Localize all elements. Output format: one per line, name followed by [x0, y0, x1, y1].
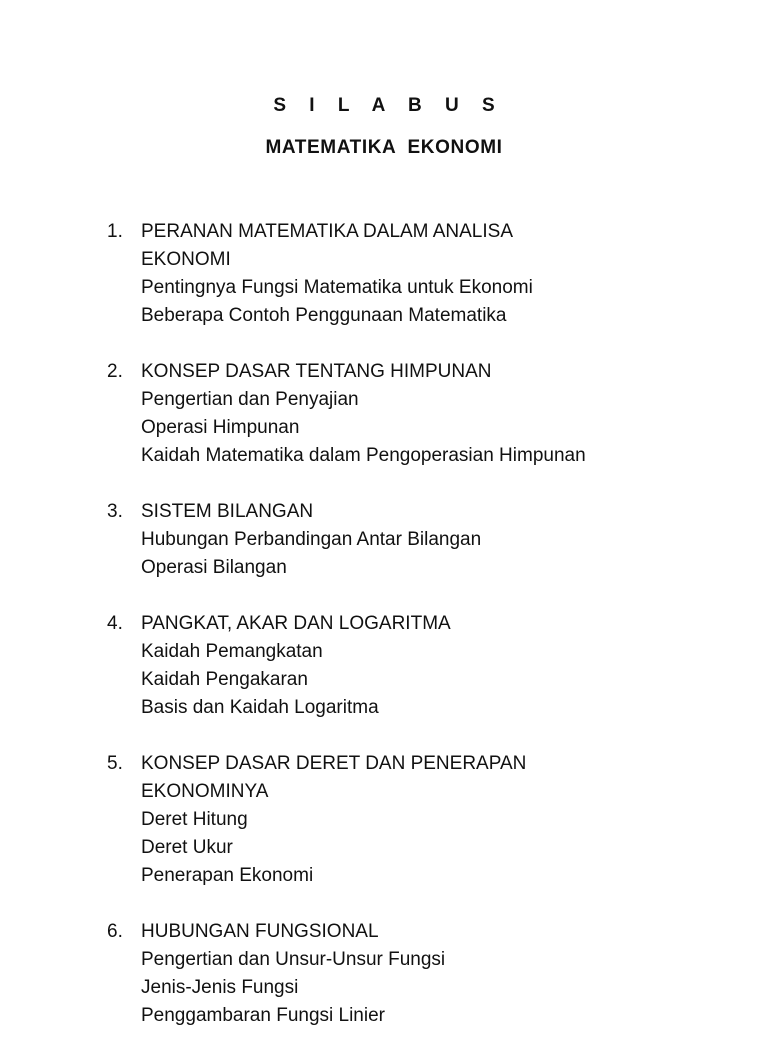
syllabus-sections [107, 218, 747, 1058]
section-topics [141, 386, 747, 470]
section-number: 5. [107, 753, 123, 774]
section-heading: PERANAN MATEMATIKA DALAM ANALISA EKONOMI [141, 221, 512, 270]
section-topic: Penggambaran Fungsi Linier [141, 1005, 385, 1026]
section-number: 2. [107, 361, 123, 382]
section-topic: Operasi Bilangan [141, 557, 287, 578]
section-topics [141, 806, 747, 890]
section-number: 3. [107, 501, 123, 522]
section-topic: Jenis-Jenis Fungsi [141, 977, 299, 998]
section-heading: SISTEM BILANGAN [141, 501, 314, 522]
syllabus-section [107, 918, 747, 1030]
document-subtitle: MATEMATIKA EKONOMI [265, 137, 503, 158]
section-heading: KONSEP DASAR DERET DAN PENERAPAN EKONOMINYA [141, 753, 527, 802]
section-heading: PANGKAT, AKAR DAN LOGARITMA [141, 613, 451, 634]
syllabus-section [107, 610, 747, 722]
section-topics [141, 946, 747, 1030]
section-topic: Pentingnya Fungsi Matematika untuk Ekonomi [141, 277, 533, 298]
section-topic: Kaidah Pemangkatan [141, 641, 323, 662]
syllabus-section [107, 750, 747, 890]
section-number: 4. [107, 613, 123, 634]
document-title: S I L A B U S [273, 95, 504, 116]
section-topics [141, 274, 747, 330]
section-topic: Pengertian dan Penyajian [141, 389, 359, 410]
syllabus-section [107, 498, 747, 582]
syllabus-section [107, 218, 747, 330]
section-topic: Kaidah Matematika dalam Pengoperasian Himpunan [141, 445, 586, 466]
section-topic: Kaidah Pengakaran [141, 669, 308, 690]
section-topic: Beberapa Contoh Penggunaan Matematika [141, 305, 507, 326]
syllabus-section [107, 358, 747, 470]
section-topic: Pengertian dan Unsur-Unsur Fungsi [141, 949, 446, 970]
section-topic: Deret Hitung [141, 809, 248, 830]
section-topics [141, 526, 747, 582]
section-topic: Penerapan Ekonomi [141, 865, 314, 886]
section-topic: Hubungan Perbandingan Antar Bilangan [141, 529, 482, 550]
section-number: 1. [107, 221, 123, 242]
section-topic: Deret Ukur [141, 837, 233, 858]
section-heading: HUBUNGAN FUNGSIONAL [141, 921, 379, 942]
section-topic: Basis dan Kaidah Logaritma [141, 697, 379, 718]
section-topics [141, 638, 747, 722]
section-heading: KONSEP DASAR TENTANG HIMPUNAN [141, 361, 492, 382]
section-number: 6. [107, 921, 123, 942]
section-topic: Operasi Himpunan [141, 417, 300, 438]
